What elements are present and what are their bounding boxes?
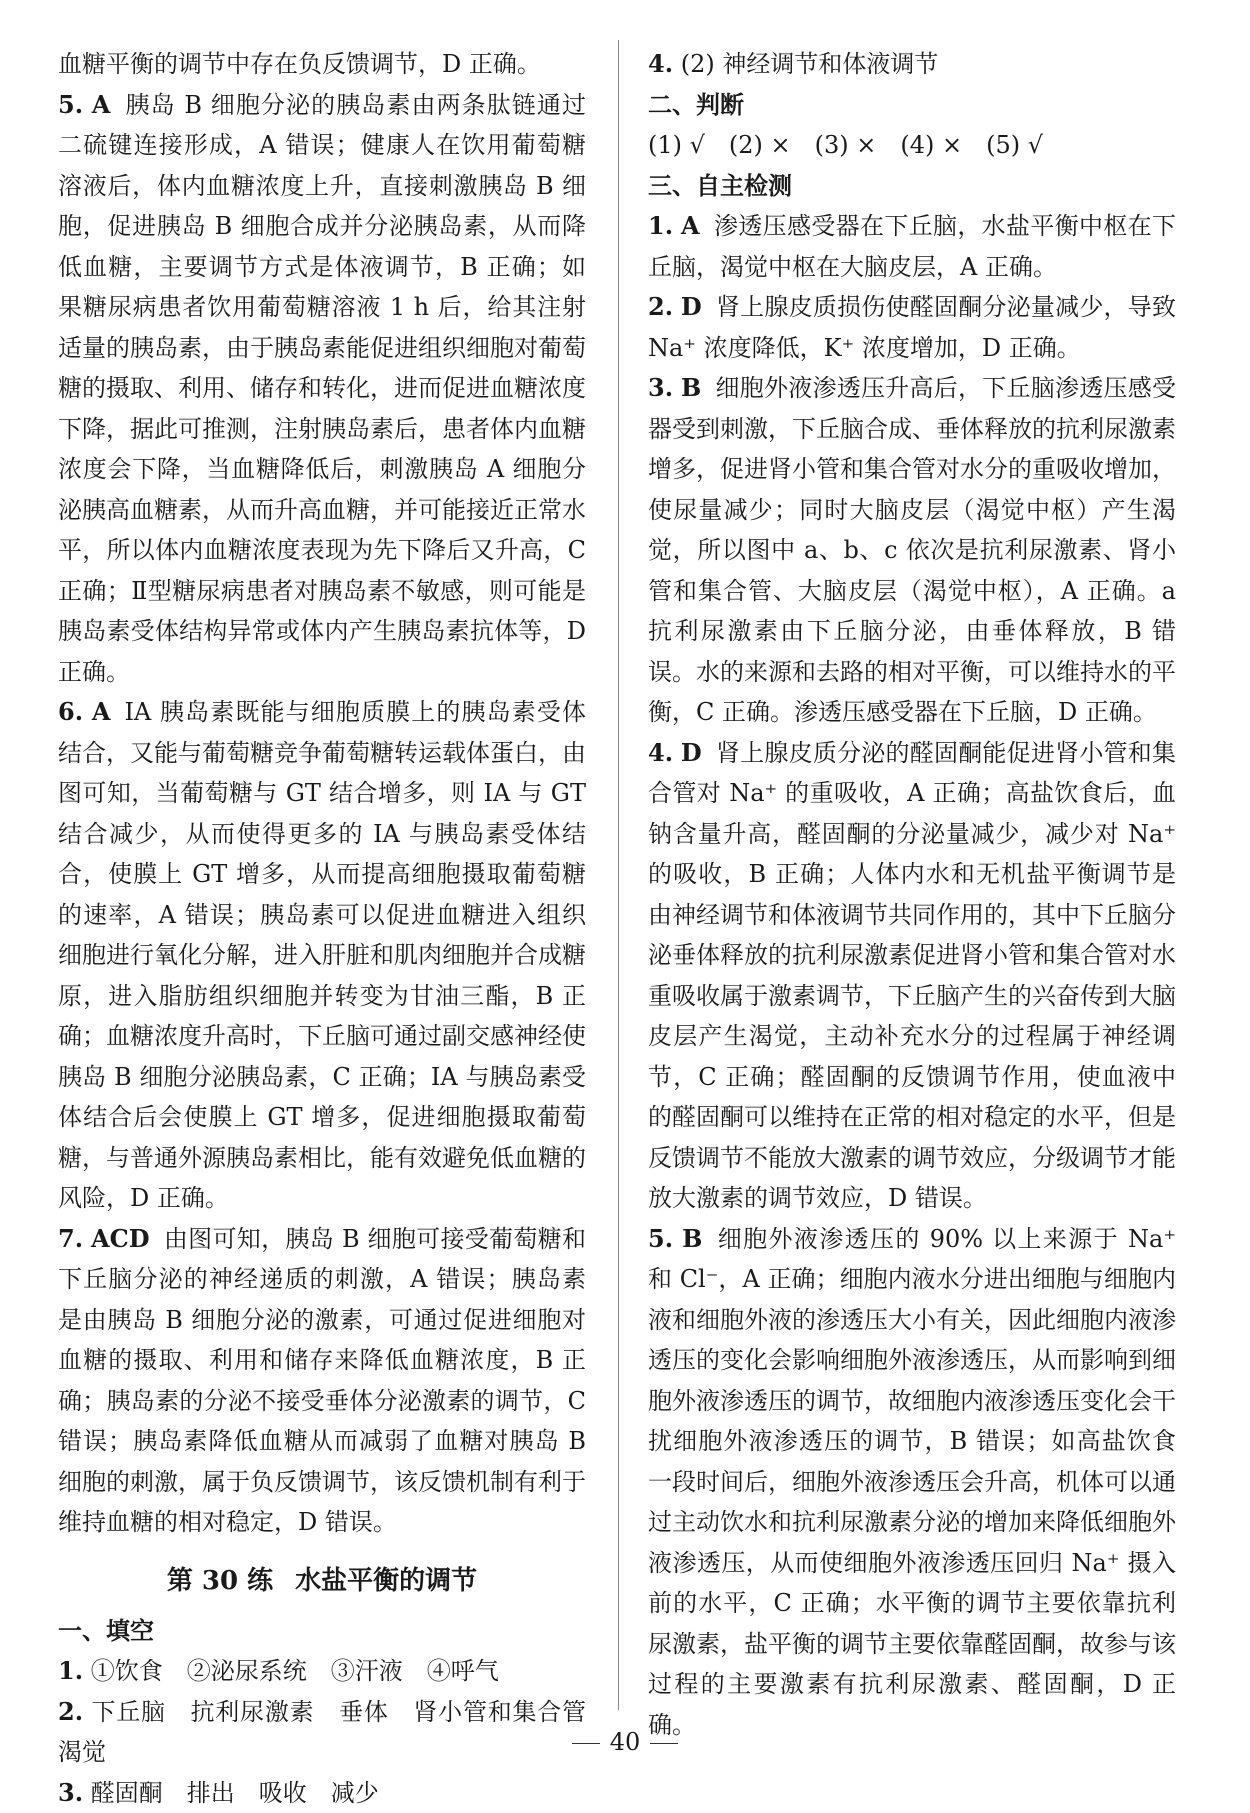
intro-text: 血糖平衡的调节中存在负反馈调节，D 正确。	[58, 44, 586, 85]
item-answer: B	[682, 1224, 702, 1253]
judge-heading: 二、判断	[648, 85, 1176, 126]
item-number: 4.	[648, 738, 673, 767]
item-number: 2.	[648, 292, 673, 321]
item-number: 6.	[58, 697, 83, 726]
item-number: 5.	[58, 90, 83, 119]
fill-answer: 醛固酮 排出 吸收 减少	[91, 1779, 379, 1807]
check-item-5	[648, 1219, 1176, 1746]
item-answer: B	[681, 373, 701, 402]
check-item-1	[648, 206, 1176, 287]
fill-item-3	[58, 1773, 586, 1813]
check-item-4	[648, 733, 1176, 1219]
item-answer: A	[681, 211, 700, 240]
dash-left	[572, 1743, 600, 1744]
item-explanation: 由图可知，胰岛 B 细胞可接受葡萄糖和下丘脑分泌的神经递质的刺激，A 错误；胰岛素是由胰岛 B 细胞分泌的激素，可通过促进细胞对血糖的摄取、利用和储存来降低血糖浓度，B 正确；胰岛素的分泌不接受垂体分泌激素的调节，C 错误；胰岛素降低血糖从而减弱了血糖对胰岛 B 细胞的刺激，属于负反馈调节，该反馈机制有利于维持血糖的相对稳定，D 错误。	[58, 1225, 586, 1537]
item-explanation: IA 胰岛素既能与细胞质膜上的胰岛素受体结合，又能与葡萄糖竞争葡萄糖转运载体蛋白，由图可知，当葡萄糖与 GT 结合增多，则 IA 与 GT 结合减少，从而使得更多的 IA 与胰岛素受体结合，使膜上 GT 增多，从而提高细胞摄取葡萄糖的速率，A 错误；胰岛素可以促进血糖进入组织细胞进行氧化分解，进入肝脏和肌肉细胞并合成糖原，进入脂肪组织细胞并转变为甘油三酯，B 正确；血糖浓度升高时，下丘脑可通过副交感神经使胰岛 B 细胞分泌胰岛素，C 正确；IA 与胰岛素受体结合后会使膜上 GT 增多，促进细胞摄取葡萄糖，与普通外源胰岛素相比，能有效避免低血糖的风险，D 正确。	[58, 698, 586, 1212]
fill-item-4	[648, 44, 1176, 85]
left-column	[58, 44, 586, 1813]
item-number: 2.	[58, 1697, 83, 1726]
page-number-text: 40	[610, 1728, 641, 1756]
check-item-2	[648, 287, 1176, 368]
answer-item-5	[58, 85, 586, 693]
check-heading: 三、自主检测	[648, 166, 1176, 207]
item-number: 4.	[648, 49, 673, 78]
answer-item-6	[58, 692, 586, 1219]
right-column	[648, 44, 1176, 1745]
section-title-number: 第 30 练	[167, 1566, 273, 1596]
item-answer: A	[92, 697, 111, 726]
item-number: 1.	[58, 1656, 83, 1685]
item-answer: D	[681, 738, 702, 767]
item-answer: D	[681, 292, 702, 321]
judge-answers: (1) √ (2) × (3) × (4) × (5) √	[648, 125, 1176, 166]
check-item-3	[648, 368, 1176, 733]
column-divider	[618, 40, 619, 1710]
fill-answer: ①饮食 ②泌尿系统 ③汗液 ④呼气	[91, 1657, 499, 1685]
section-title-text: 水盐平衡的调节	[295, 1566, 477, 1596]
item-explanation: 渗透压感受器在下丘脑，水盐平衡中枢在下丘脑，渴觉中枢在大脑皮层，A 正确。	[648, 212, 1176, 281]
item-number: 5.	[648, 1224, 673, 1253]
page-number	[0, 1728, 1250, 1756]
item-answer: ACD	[91, 1224, 150, 1253]
item-explanation: 细胞外液渗透压的 90% 以上来源于 Na⁺ 和 Cl⁻，A 正确；细胞内液水分进出细胞与细胞内液和细胞外液的渗透压大小有关，因此细胞内液渗透压的变化会影响细胞外液渗透压，从而影响到细胞外液渗透压的调节，故细胞内液渗透压变化会干扰细胞外液渗透压的调节，B 错误；如高盐饮食一段时间后，细胞外液渗透压会升高，机体可以通过主动饮水和抗利尿激素分泌的增加来降低细胞外液渗透压，从而使细胞外液渗透压回归 Na⁺ 摄入前的水平，C 正确；水平衡的调节主要依靠抗利尿激素，盐平衡的调节主要依靠醛固酮，故参与该过程的主要激素有抗利尿激素、醛固酮，D 正确。	[648, 1225, 1176, 1739]
fill-heading: 一、填空	[58, 1611, 586, 1652]
item-number: 3.	[648, 373, 673, 402]
dash-right	[650, 1743, 678, 1744]
item-answer: A	[92, 90, 111, 119]
item-explanation: 肾上腺皮质分泌的醛固酮能促进肾小管和集合管对 Na⁺ 的重吸收，A 正确；高盐饮食后，血钠含量升高，醛固酮的分泌量减少，减少对 Na⁺ 的吸收，B 正确；人体内水和无机盐平衡调节是由神经调节和体液调节共同作用的，其中下丘脑分泌垂体释放的抗利尿激素促进肾小管和集合管对水重吸收属于激素调节，下丘脑产生的兴奋传到大脑皮层产生渴觉，主动补充水分的过程属于神经调节，C 正确；醛固酮的反馈调节作用，使血液中的醛固酮可以维持在正常的相对稳定的水平，但是反馈调节不能放大激素的调节效应，分级调节才能放大激素的调节效应，D 错误。	[648, 739, 1176, 1213]
section-title	[58, 1553, 586, 1609]
item-explanation: 肾上腺皮质损伤使醛固酮分泌量减少，导致 Na⁺ 浓度降低，K⁺ 浓度增加，D 正确。	[648, 293, 1176, 362]
item-explanation: 胰岛 B 细胞分泌的胰岛素由两条肽链通过二硫键连接形成，A 错误；健康人在饮用葡萄糖溶液后，体内血糖浓度上升，直接刺激胰岛 B 细胞，促进胰岛 B 细胞合成并分泌胰岛素，从而降低血糖，主要调节方式是体液调节，B 正确；如果糖尿病患者饮用葡萄糖溶液 1 h 后，给其注射适量的胰岛素，由于胰岛素能促进组织细胞对葡萄糖的摄取、利用、储存和转化，进而促进血糖浓度下降，据此可推测，注射胰岛素后，患者体内血糖浓度会下降，当血糖降低后，刺激胰岛 A 细胞分泌胰高血糖素，从而升高血糖，并可能接近正常水平，所以体内血糖浓度表现为先下降后又升高，C 正确；Ⅱ型糖尿病患者对胰岛素不敏感，则可能是胰岛素受体结构异常或体内产生胰岛素抗体等，D 正确。	[58, 91, 586, 686]
item-number: 3.	[58, 1778, 83, 1807]
item-number: 1.	[648, 211, 673, 240]
item-explanation: 细胞外液渗透压升高后，下丘脑渗透压感受器受到刺激，下丘脑合成、垂体释放的抗利尿激素增多，促进肾小管和集合管对水分的重吸收增加，使尿量减少；同时大脑皮层（渴觉中枢）产生渴觉，所以图中 a、b、c 依次是抗利尿激素、肾小管和集合管、大脑皮层（渴觉中枢），A 正确。a 抗利尿激素由下丘脑分泌，由垂体释放，B 错误。水的来源和去路的相对平衡，可以维持水的平衡，C 正确。渗透压感受器在下丘脑，D 正确。	[648, 374, 1176, 726]
answer-item-7	[58, 1219, 586, 1543]
fill-item-1	[58, 1651, 586, 1692]
fill-answer: 下丘脑 抗利尿激素 垂体 肾小管和集合管 渴觉	[58, 1698, 610, 1767]
fill-answer: (2) 神经调节和体液调节	[681, 50, 939, 78]
item-number: 7.	[58, 1224, 83, 1253]
